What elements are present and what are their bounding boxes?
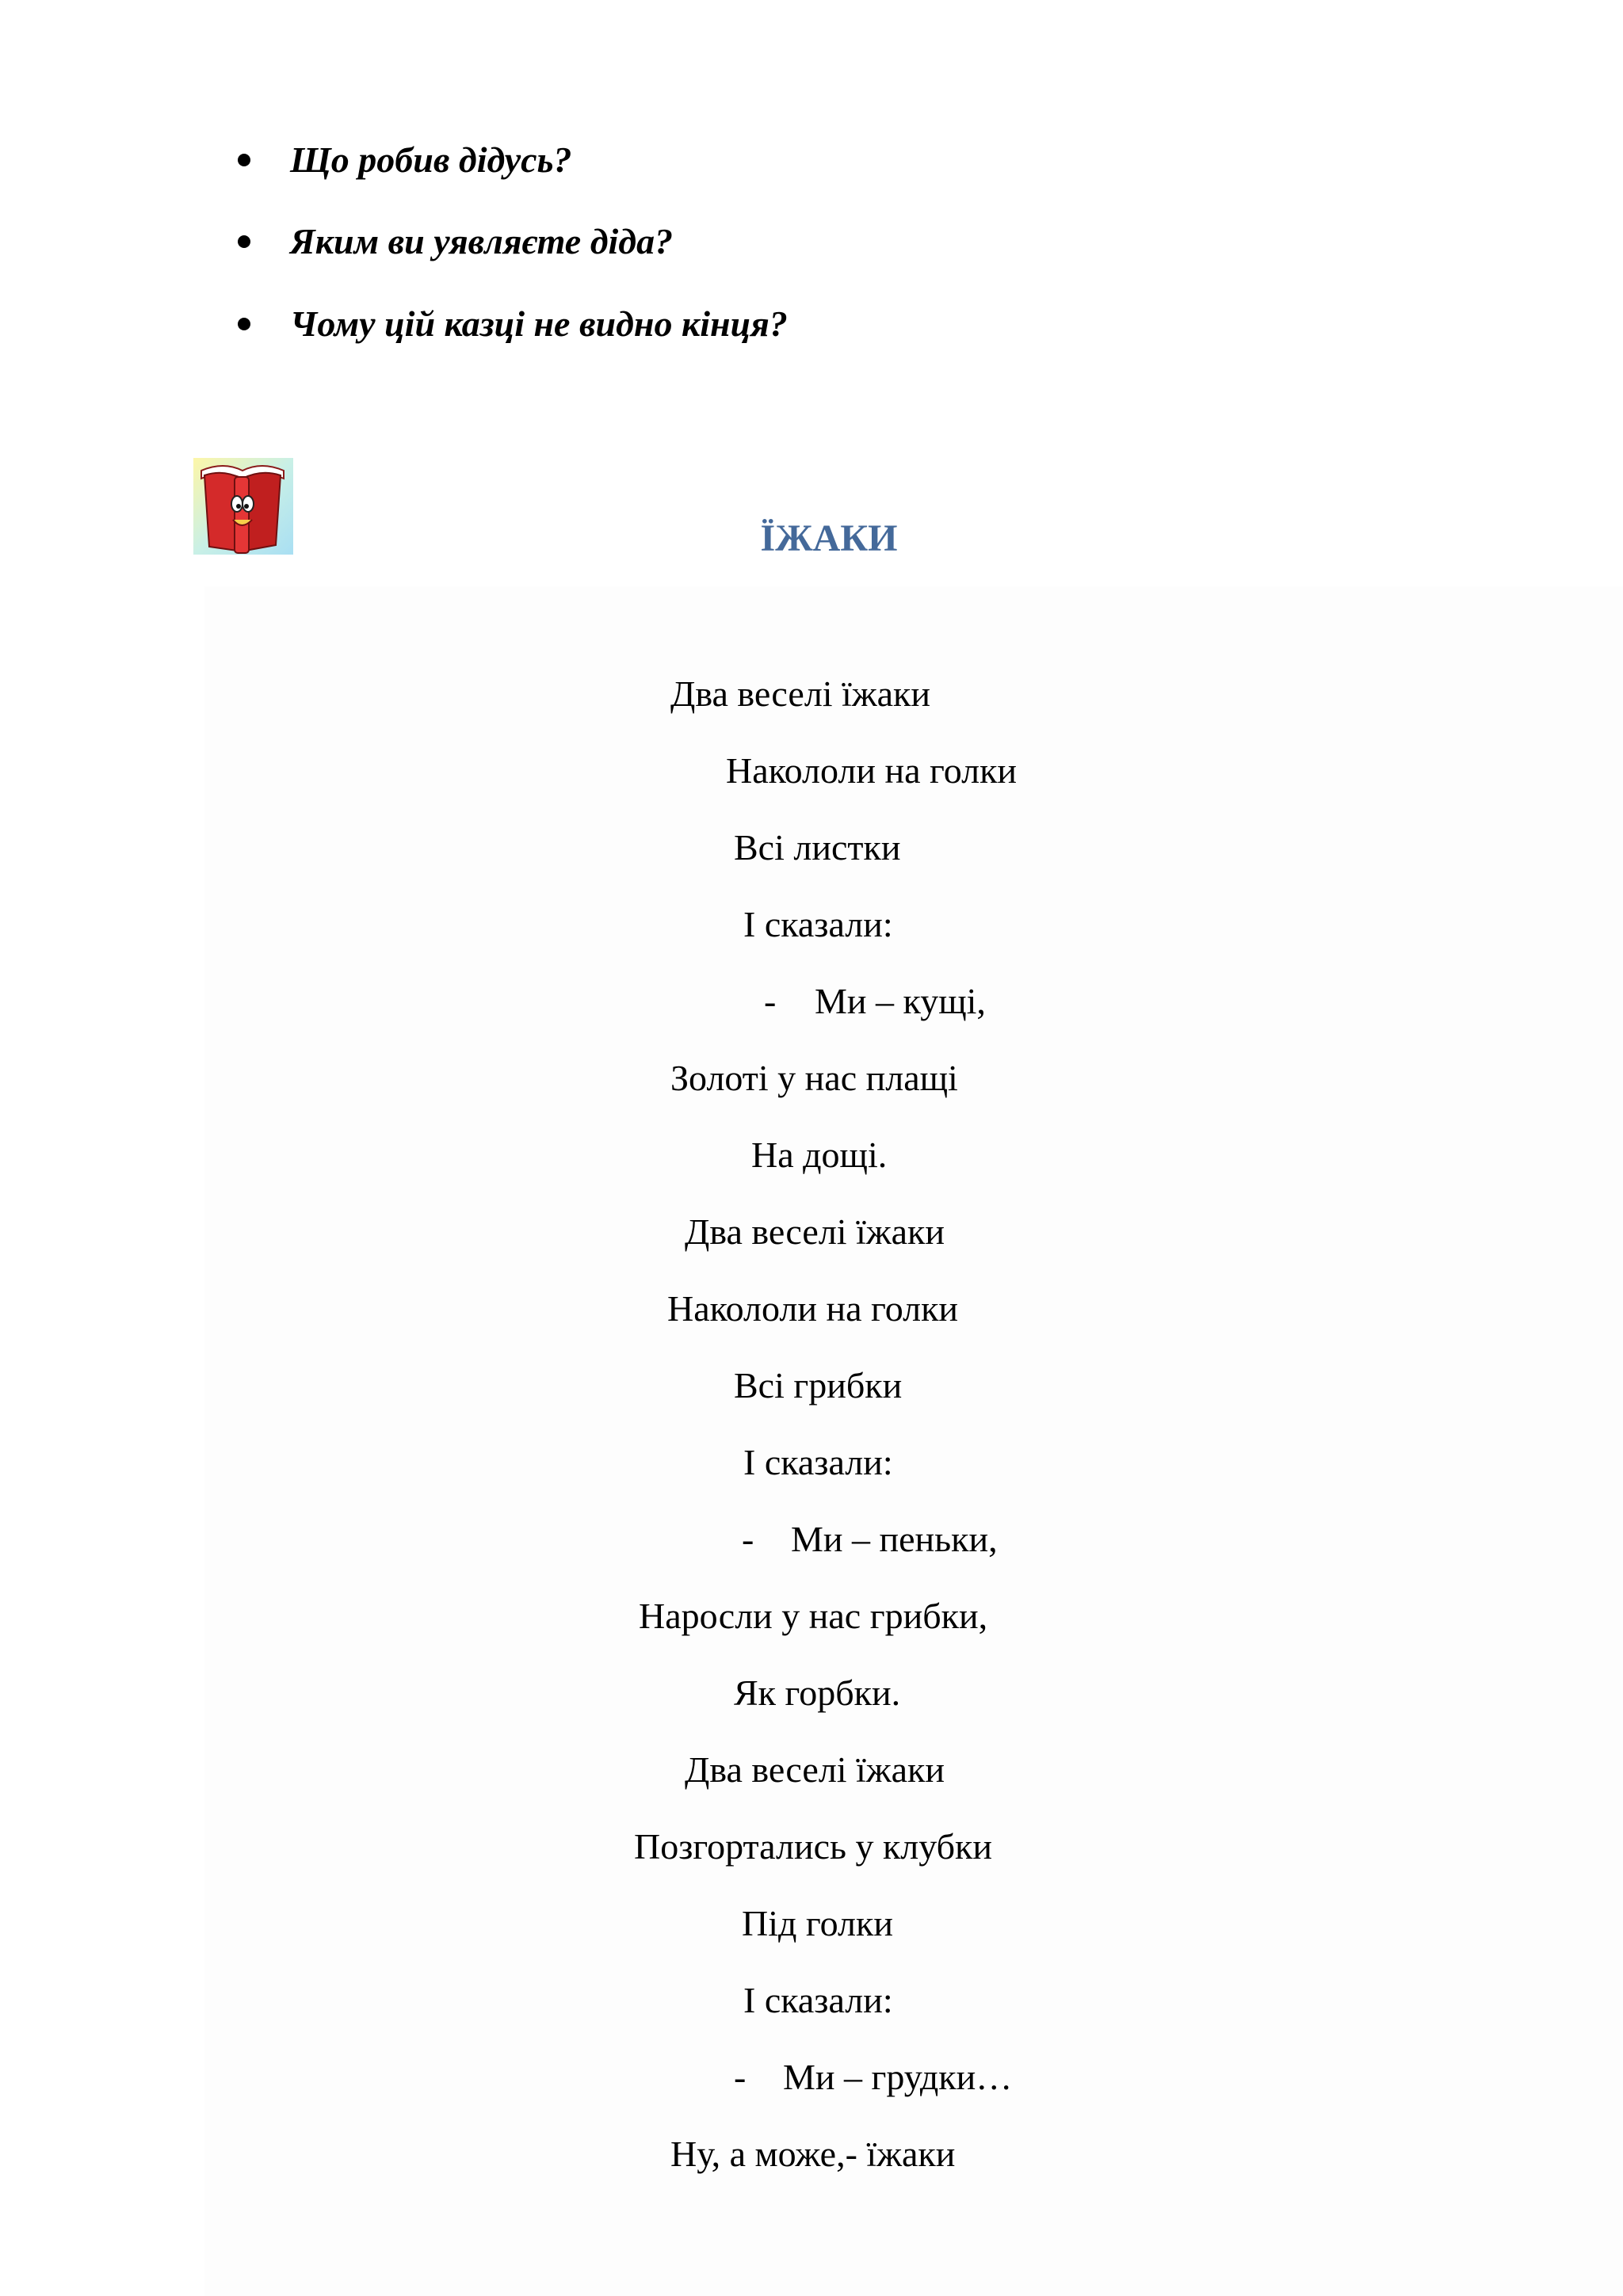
poem-dialogue-line: [742, 1516, 1027, 1563]
poem-line: Два веселі їжаки: [670, 673, 930, 714]
dialogue-dash: -: [764, 981, 777, 1021]
poem-line: На дощі.: [751, 1135, 888, 1175]
question-text: Чому цій казці не видно кінця?: [290, 303, 788, 344]
poem-title: ЇЖАКИ: [760, 517, 898, 559]
bullet-icon: [238, 154, 250, 166]
poem-background: [204, 586, 1623, 2296]
poem-line: Під голки: [742, 1903, 893, 1943]
poem-line: Накололи на голки: [726, 750, 1018, 791]
poem-line: Золоті у нас плащі: [670, 1058, 958, 1098]
question-text: Яким ви уявляєте діда?: [290, 221, 674, 261]
poem-line: Накололи на голки: [667, 1288, 959, 1329]
poem-line: І сказали:: [743, 1980, 893, 2020]
poem-line: Ну, а може,- їжаки: [670, 2134, 956, 2174]
poem-line: І сказали:: [743, 1442, 893, 1482]
poem-dialogue-line: [764, 978, 1002, 1025]
bullet-icon: [238, 235, 250, 248]
poem-line: Два веселі їжаки: [685, 1749, 945, 1790]
poem-dialogue-line: [734, 2054, 1051, 2101]
poem-line: Всі листки: [734, 827, 901, 868]
dialogue-text: Ми – грудки…: [783, 2057, 1013, 2097]
dialogue-text: Ми – кущі,: [815, 981, 986, 1021]
poem-line: І сказали:: [743, 904, 893, 944]
dialogue-dash: -: [742, 1519, 754, 1559]
dialogue-dash: -: [734, 2057, 747, 2097]
poem-line: Як горбки.: [734, 1672, 901, 1713]
dialogue-text: Ми – пеньки,: [791, 1519, 998, 1559]
bullet-icon: [238, 318, 250, 330]
question-text: Що робив дідусь?: [290, 139, 572, 180]
poem-line: Всі грибки: [734, 1365, 903, 1405]
poem-line: Позгортались у клубки: [634, 1826, 993, 1867]
poem-line: Два веселі їжаки: [685, 1211, 945, 1252]
poem-line: Наросли у нас грибки,: [639, 1596, 988, 1636]
